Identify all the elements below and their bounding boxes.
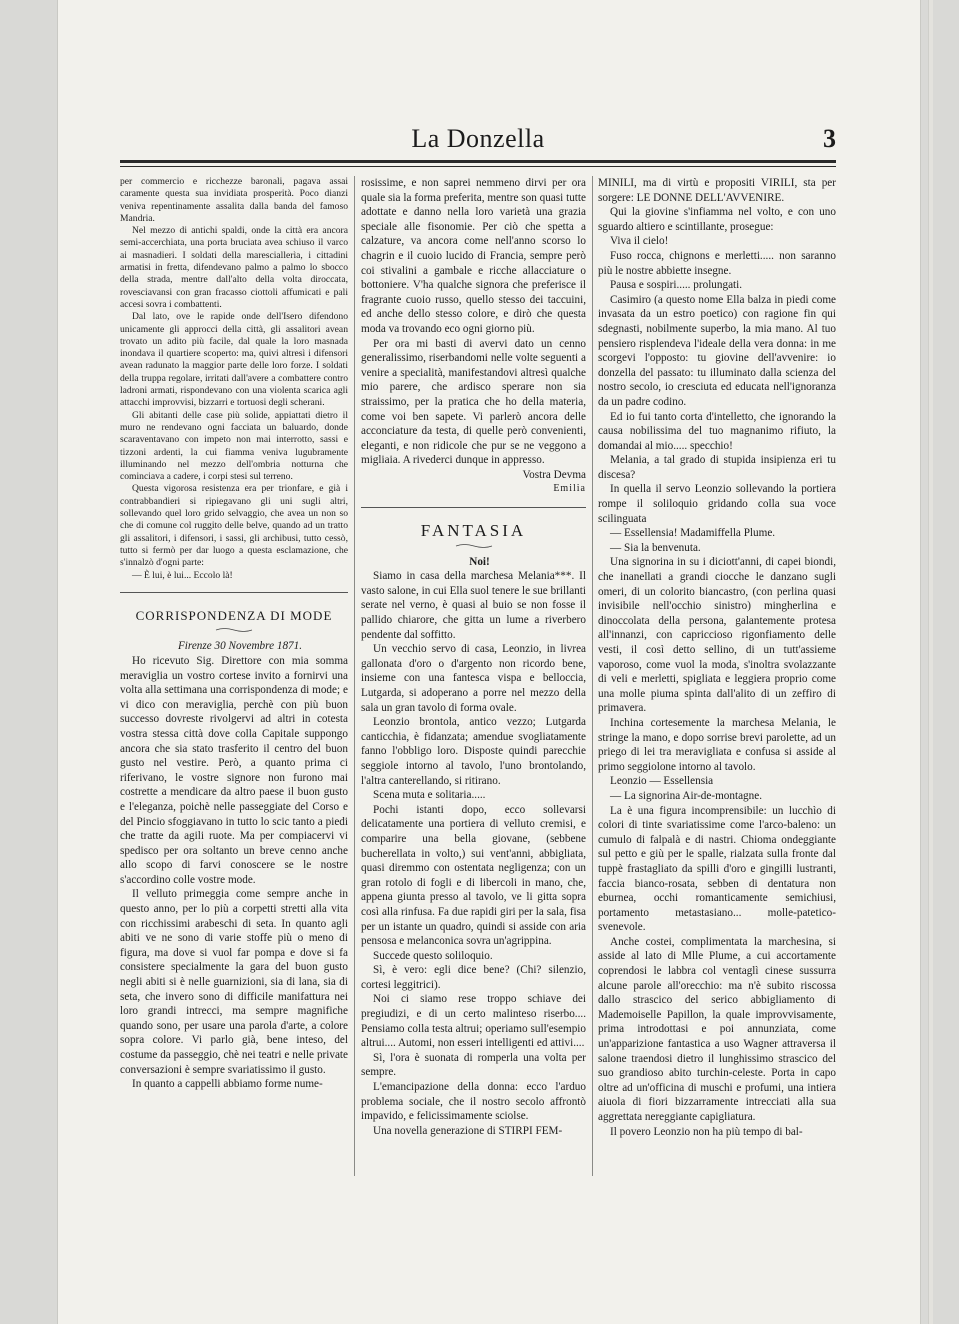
paragraph: Il velluto primeggia come sempre anche in questo anno, per lo più a corpetti stretti alla vita con ricchissimi arabeschi di seta. In quanto agli abiti ve ne sono di varie stoffe più o meno di figura, ma dove si vuol far pompa e dove si fa consistere specialmente la gara del buon gusto negli abiti si è nelle guarnizioni, sia di lana, sia di seta, che invero sono di difficile manifattura nei loro grandi intrecci, ma sempre magnifiche quando sono, per usare una parola d'arte, a colore sopra colore. Vi parlo già, bene inteso, del costume da passeggio, chè nei teatri e nelle private conversazioni è sempre svariatissimo il gusto. <box>120 888 348 1076</box>
section-divider <box>361 507 586 508</box>
paragraph: Casimiro (a questo nome Ella balza in piedi come invasata da un estro poetico) con ragione fin qui sdegnasti, nobilmente superbo, la mia mano. Al tuo pensiero risplendeva l'ideale della vera donna: in me scorgevi l'opposto: tu giovine dell'avvenire: io donzella del passato: tu illuminato dalla scienza del nostro secolo, io cresciuta ed educata nell'ignoranza da un padre codino. <box>598 293 836 408</box>
paragraph: Questa vigorosa resistenza era per trionfare, e già i contrabbandieri si ripiegavano gli uni sugli altri, sollevando quel loro grido selvaggio, che avea un non so che di comune col ruggito delle belve, quando ad un tratto gli assalitori, i difensori, i sassi, gli archibusi, tutto cessò, tutto si fermò per dar luogo a questa esclamazione, che s'innalzò d'ogni parte: <box>120 483 348 569</box>
column-right <box>598 176 836 1186</box>
paragraph: Leonzio — Essellensia <box>610 775 714 788</box>
paragraph: L'emancipazione della donna: ecco l'arduo problema sociale, che il nostro secolo affrontò impavido, e felicissimamente sciolse. <box>361 1081 586 1123</box>
paragraph: Gli abitanti delle case più solide, appiattati dietro il muro ne rendevano ogni facciata un baluardo, donde scaraventavano con impeto non mai interrotto, sassi e tizzoni ardenti, la cui fiamma veniva lugubramente illuminando nel mezzo dell'ombria notturna che cominciava a cadere, i corpi stesi sul terreno. <box>120 409 348 483</box>
paragraph: — Essellensia! Madamiffella Plume. <box>610 527 776 540</box>
paragraph: Noi ci siamo rese troppo schiave dei pregiudizi, e di un certo malinteso riserbo.... Pensiamo colla testa altrui; operiamo sull'esempio altrui.... Automi, non esseri intelligenti ed attivi.... <box>361 993 586 1050</box>
paragraph: Una novella generazione di STIRPI FEM- <box>373 1124 563 1137</box>
paragraph: Una signorina in su i diciott'anni, di capei biondi, che inanellati a grandi ciocche le danzano sugli omeri, di un colorito biancastro, (con perlina quasi invisibile nell'occhio sinistro) mingherlina e dinoccolata della persona, galantemente protesa all'innanzi, con capriccioso rigonfiamento delle vesti, il così detto sellino, di un tutt'assieme vaporoso, come vuol la moda, s'inoltra svolazzante di veli e merletti, spigliata e leggiera proprio come una molle piuma spinta dall'alito di un zeffiro di primavera. <box>598 556 836 715</box>
paragraph: per commercio e ricchezze baronali, pagava assai caramente questa sua invidiata prosperità. Poco dianzi veniva repentinamente assalita dalla banda del famoso Mandria. <box>120 176 348 224</box>
header-rule-thin <box>120 166 836 167</box>
page-edge <box>928 0 933 1324</box>
paragraph: Fuso rocca, chignons e merletti..... non saranno più le nostre abbiette insegne. <box>598 249 836 277</box>
paragraph: — Sia la benvenuta. <box>610 541 701 554</box>
column-left <box>120 176 348 1186</box>
paragraph: Siamo in casa della marchesa Melania***. Il vasto salone, in cui Ella suol tenere le sue brillanti serate nel verno, è quasi al buio se non fosse il pallido chiarore, che gitta un lume a riverbero pendente dal soffitto. <box>361 570 586 641</box>
paragraph: In quella il servo Leonzio sollevando la portiera rompe il soliloquio gridando colla sua voce scilinguata <box>598 483 836 525</box>
paragraph: Viva il cielo! <box>610 235 669 248</box>
paragraph: In quanto a cappelli abbiamo forme nume- <box>132 1078 323 1091</box>
ornament-flourish <box>214 627 254 633</box>
paragraph: Sì, l'ora è suonata di romperla una volta per sempre. <box>361 1051 586 1079</box>
paragraph: Pochi istanti dopo, ecco sollevarsi delicatamente una portiera di velluto cremisi, e comparire una bella giovane, (sebbene bucherellata in volto,) sui vent'anni, abbigliata, quasi diremmo con ostentata negligenza; con un gran rotolo di fogli e di libercoli in mano, che, appena giunta presso al tavolo, ve li gitta sopra così alla rinfusa. Fa due rapidi giri per la sala, fisa per un istante un quadro, quindi si asside con aria pensosa e melanconica sovra un'agrippina. <box>361 803 586 948</box>
paragraph: Pausa e sospiri..... prolungati. <box>610 279 743 292</box>
column-divider <box>354 176 355 1176</box>
paragraph: Sì, è vero: egli dice bene? (Chi? silenzio, cortesi leggitrici). <box>361 964 586 991</box>
section-title: CORRISPONDENZA DI MODE <box>135 607 333 623</box>
paragraph: La è una figura incomprensibile: un lucchìo di colori di tinte svariatissime come l'arco-baleno: un cumulo di falpalà e di nastri. Chioma ondeggiante sul petto e giù per le spalle, rialzata sulla fronte dal tuppè frastagliato da spilli d'oro e gingilli lustranti, faccia bianco-rosata, sebben di dentatura non eburnea, occhi romanticamente semichiusi, portamento metastasiano... molle-patetico-svenevole. <box>598 804 836 934</box>
page-number: 3 <box>823 124 836 153</box>
paragraph: Leonzio brontola, antico vezzo; Lutgarda canticchia, è fidanzata; amendue svogliatamente fanno l'obbligo loro. Disposte quindi parecchie seggiole intorno al tavolo, l'uno brontolando, l'altra canterellando, si ritirano. <box>361 716 586 787</box>
paragraph: Un vecchio servo di casa, Leonzio, in livrea gallonata d'oro o d'argento non ricordo bene, insieme con una fantesca vispa e belloccia, Lutgarda, si adoperano a porre nel mezzo della sala un gran tavolo di forma ovale. <box>361 643 586 714</box>
paragraph: — È lui, è lui... Eccolo là! <box>132 569 233 581</box>
header-rule <box>120 160 836 163</box>
column-divider <box>592 176 593 1176</box>
paragraph: — La signorina Air-de-montagne. <box>610 789 763 802</box>
paragraph: Nel mezzo di antichi spaldi, onde la città era ancora semi-accerchiata, una porta bruciata avea schiuso il varco ai masnadieri. I soldati della maresciallerìa, i cittadini armatisi in fretta, difendevano palmo a palmo lo sbocco della strada, mentre dall'alto della volta diroccata, rovesciavansi con gran fracasso ciottoli affumicati e pali accesi sovra i combattenti. <box>120 225 348 310</box>
paragraph: Ed io fui tanto corta d'intelletto, che ignorando la causa nobilissima del tuo magnanimo rifiuto, la domandai al mio..... specchio! <box>598 410 836 452</box>
paragraph: Per ora mi basti di avervi dato un cenno generalissimo, riserbandomi nelle volte seguenti a venire a specialità, manifestandovi altresì qualche mio parere, che ardisco sperare non sia straissimo, per la pratica che ho della materia, come voi ben sapete. Vi parlerò ancora delle acconciature da testa, di quelle però convenienti, eleganti, e non ridicole che pur se ne veggono a migliaia. A rivederci dunque in appresso. <box>361 337 586 467</box>
signature-name: Emilia <box>553 483 586 495</box>
signature-line: Vostra Devma <box>522 468 586 481</box>
paragraph: Il povero Leonzio non ha più tempo di bal- <box>610 1125 803 1138</box>
section-subtitle: Noi! <box>469 555 490 568</box>
paragraph: Succede questo soliloquio. <box>373 949 493 962</box>
paragraph: rosissime, e non saprei nemmeno dirvi per ora quale sia la forma preferita, mentre son quasi tutte adottate e danno nella loro varietà una grazia speciale alle fisonomie. Per ciò che spetta a calzature, va ancora come nell'anno scorso lo chagrin e il cuoio lucido di Francia, sempre però coi stivalini a gambale e ricche allacciature o bottoniere. V'ha qualche signora che preferisce il fragrante cuoio russo, quello stesso dei taccuini, ed anche dello stesso colore, e dirò che questa moda va trovando eco ogni giorno più. <box>361 177 586 335</box>
dateline: Firenze 30 Novembre 1871. <box>177 640 303 653</box>
column-middle <box>361 176 586 1186</box>
paragraph: MINILI, ma di virtù e propositi VIRILI, sta per sorgere: LE DONNE DELL'AVVENIRE. <box>598 177 836 204</box>
paragraph: Qui la giovine s'infiamma nel volto, e con uno sguardo altiero e scintillante, prosegue: <box>598 206 836 233</box>
paragraph: Inchina cortesemente la marchesa Melania, le stringe la mano, e dopo sorrise brevi parolette, ad un priego di lei tra meravigliata e confusa si asside al primo seggiolone intorno al tavolo. <box>598 716 836 773</box>
paragraph: Scena muta e solitaria..... <box>373 789 486 802</box>
paragraph: Anche costei, complimentata la marchesina, si asside al lato di Mlle Plume, a cui accortamente coprendosi le labbra col ventaglì cinese sussurra alcune parole all'orecchio: ma n'è subito riscossa dallo strascico del serico abbigliamento di Mademoiselle Papillon, la quale improvvisamente, prima introdottasi e poi annunziata, come un'apparizione fantastica a uso Wagner attraversa il salone traendosi dietro il lunghissimo strascico del suo grandioso abito turchin-celeste. Porta in capo oltre ad un'officina di muschi e profumi, una intiera aiuola di fiori bizzarramente intrecciati alla sua aggrettata nereggiante capigliatura. <box>598 935 836 1123</box>
paragraph: Ho ricevuto Sig. Direttore con mia somma meraviglia un vostro cortese invito a fornirvi una volta alla settimana una corrispondenza di mode; e vi dico con meraviglia, perchè con più buon successo dovreste rivolgervi ad altri in cotesta vostra stessa città dove colla Capitale suppongo ancora che sia stato trasferito il centro del buon gusto nel vestire. Però, a quanto prima ci riferivano, le vostre signore non furono mai costrette a mendicare da altro paese il buon gusto e l'eleganza, poichè nelle passeggiate del Corso e del Pincio sfoggiavano in tutto lo scic tanto a piedi che tratte da agili ruote. Ma per compiacervi vi spedisco per ora soltanto un breve cenno anche allo scopo di farvi conoscere se le nostre s'accordino colle vostre mode. <box>120 654 348 886</box>
paragraph: Dal lato, ove le rapide onde dell'Isero difendono unicamente gli approcci della città, gli assalitori avean trovato un adito più facile, dal quale la loro masnada inondava il quartiere scoperto: ma, quivi altresì i difensori avean radunato la maggior parte delle loro forze. I soldati della truppa regolare, irritati dall'avere a combattere contro ladroni armati, rispondevano con una violenta scarica agli attacchi improvvisi, bizzarri e tortuosi degli scherani. <box>120 311 348 409</box>
section-title: FANTASIA <box>420 521 527 541</box>
section-divider <box>120 592 348 593</box>
masthead-title: La Donzella <box>411 124 545 153</box>
paragraph: Melania, a tal grado di stupida insipienza eri tu discesa? <box>598 454 836 481</box>
ornament-flourish <box>454 543 494 549</box>
page-header <box>120 120 836 160</box>
